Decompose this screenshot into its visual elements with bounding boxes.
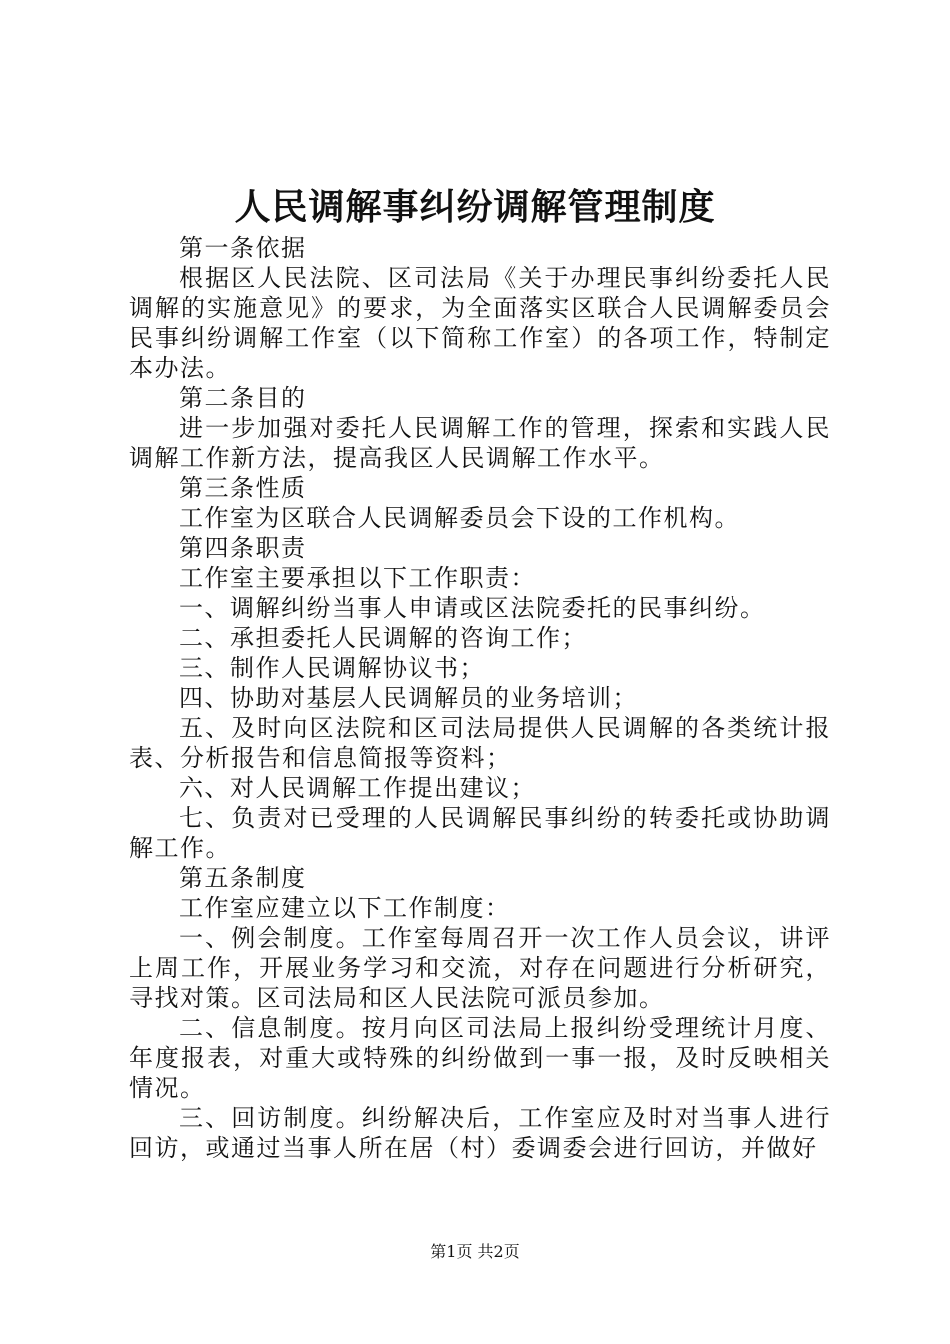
duty-item: 五、及时向区法院和区司法局提供人民调解的各类统计报表、分析报告和信息简报等资料； [129,714,831,772]
article-5-intro: 工作室应建立以下工作制度： [179,894,511,922]
duty-item: 一、调解纠纷当事人申请或区法院委托的民事纠纷。 [179,594,766,622]
duty-item: 七、负责对已受理的人民调解民事纠纷的转委托或协助调解工作。 [129,804,831,862]
system-item: 一、例会制度。工作室每周召开一次工作人员会议，讲评上周工作，开展业务学习和交流，对存在问题进行分析研究，寻找对策。区司法局和区人民法院可派员参加。 [129,924,831,1012]
document-body [129,233,831,1163]
page-number: 第1页 共2页 [430,1242,520,1261]
article-2-heading: 第二条目的 [179,384,307,412]
duty-item: 二、承担委托人民调解的咨询工作； [179,624,587,652]
system-item: 二、信息制度。按月向区司法局上报纠纷受理统计月度、年度报表，对重大或特殊的纠纷做到一事一报，及时反映相关情况。 [129,1014,831,1102]
document-title: 人民调解事纠纷调解管理制度 [234,186,716,228]
duty-item: 三、制作人民调解协议书； [179,654,485,682]
article-1-text: 根据区人民法院、区司法局《关于办理民事纠纷委托人民调解的实施意见》的要求，为全面落实区联合人民调解委员会民事纠纷调解工作室（以下简称工作室）的各项工作，特制定本办法。 [129,264,831,382]
article-2-text: 进一步加强对委托人民调解工作的管理，探索和实践人民调解工作新方法，提高我区人民调解工作水平。 [129,414,831,472]
system-item: 三、回访制度。纠纷解决后，工作室应及时对当事人进行回访，或通过当事人所在居（村）委调委会进行回访，并做好 [129,1104,831,1162]
duty-item: 四、协助对基层人民调解员的业务培训； [179,684,638,712]
duty-item: 六、对人民调解工作提出建议； [179,774,536,802]
article-4-intro: 工作室主要承担以下工作职责： [179,564,536,592]
article-5-heading: 第五条制度 [179,864,307,892]
article-4-heading: 第四条职责 [179,534,307,562]
article-3-heading: 第三条性质 [179,474,307,502]
article-1-heading: 第一条依据 [179,234,307,262]
article-3-text: 工作室为区联合人民调解委员会下设的工作机构。 [179,504,740,532]
